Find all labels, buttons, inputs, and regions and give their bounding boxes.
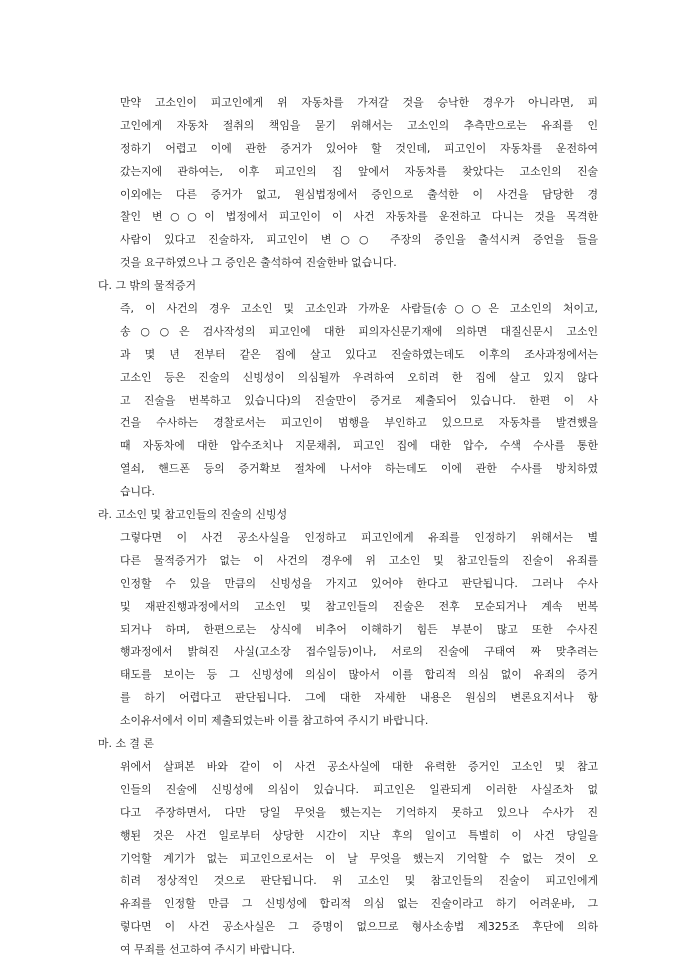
text-line: 여 무죄를 선고하여 주시기 바랍니다. xyxy=(120,943,296,957)
text-line: 찰인 변○○이 법정에서 피고인이 이 사건 자동차를 운전하고 다니는 것을 목격한 xyxy=(120,210,598,224)
text-line: 만약 고소인이 피고인에게 위 자동차를 가져갈 것을 승낙한 경우가 아니라면, 피 xyxy=(120,96,598,109)
section-ra-paragraph xyxy=(120,527,598,733)
text-line: 다고 주장하면서, 다만 당일 무엇을 했는지는 기억하지 못하고 있으나 수사가 진 xyxy=(120,805,598,819)
text-line: 습니다. xyxy=(120,485,156,499)
text-line: 그렇다면 이 사건 공소사실을 인정하고 피고인에게 유죄를 인정하기 위해서는 별 xyxy=(120,531,598,544)
text-line: 히려 정상적인 것으로 판단됩니다. 위 고소인 및 참고인들의 진술이 피고인에게 xyxy=(120,874,598,888)
text-line: 건을 수사하는 경찰로서는 피고인이 범행을 부인하고 있으므로 자동차를 발견했을 xyxy=(120,416,598,430)
text-line: 인들의 진술에 신빙성에 의심이 있습니다. 피고인은 일관되게 이러한 사실조차 없 xyxy=(120,782,598,796)
text-line: 고 진술을 번복하고 있습니다)의 진술만이 증거로 제출되어 있습니다. 한편 이 사 xyxy=(120,393,598,407)
text-line: 를 하기 어렵다고 판단됩니다. 그에 대한 자세한 내용은 원심의 변론요지서나 항 xyxy=(120,691,598,705)
text-line: 유죄를 인정할 만큼 그 신빙성에 합리적 의심 없는 진술이라고 하기 어려운바, 그 xyxy=(120,897,598,911)
section-heading-da: 다. 그 밖의 물적증거 xyxy=(98,279,197,292)
text-line: 위에서 살펴본 바와 같이 이 사건 공소사실에 대한 유력한 증거인 고소인 및 참고 xyxy=(120,760,598,773)
text-line: 열쇠, 핸드폰 등의 증거확보 절차에 나서야 하는데도 이에 관한 수사를 방치하였 xyxy=(120,462,598,476)
section-ma-paragraph xyxy=(120,756,598,962)
text-line: 과 몇 년 전부터 같은 집에 살고 있다고 진술하였는데도 이후의 조사과정에서는 xyxy=(120,347,598,361)
section-da-paragraph xyxy=(120,298,598,504)
section-heading-ma: 마. 소 결 론 xyxy=(98,737,154,750)
text-line: 다른 물적증거가 없는 이 사건의 경우에 위 고소인 및 참고인들의 진술이 유죄를 xyxy=(120,553,598,567)
text-line: 것을 요구하였으나 그 증인은 출석하여 진술한바 없습니다. xyxy=(120,256,397,270)
text-line: 송○○은 검사작성의 피고인에 대한 피의자신문기재에 의하면 대질신문시 고소인 xyxy=(120,324,598,338)
text-line: 고인에게 자동차 절취의 책임을 묻기 위해서는 고소인의 추측만으로는 유죄를 인 xyxy=(120,118,598,132)
text-line: 태도를 보이는 등 그 신빙성에 의심이 많아서 이를 합리적 의심 없이 유죄의 증거 xyxy=(120,668,598,682)
section-heading-ra: 라. 고소인 및 참고인들의 진술의 신빙성 xyxy=(98,508,288,521)
text-line: 행과정에서 밝혀진 사실(고소장 접수일등)이나, 서로의 진술에 구태여 짜 맞추려는 xyxy=(120,645,598,659)
text-line: 정하기 어렵고 이에 관한 증거가 있어야 할 것인데, 피고인이 자동차를 운전하여 xyxy=(120,141,598,155)
text-line: 소이유서에서 이미 제출되었는바 이를 참고하여 주시기 바랍니다. xyxy=(120,714,429,728)
text-line: 때 자동차에 대한 압수조치나 지문채취, 피고인 집에 대한 압수, 수색 수사를 통한 xyxy=(120,439,598,453)
text-line: 즉, 이 사건의 경우 고소인 및 고소인과 가까운 사람들(송○○은 고소인의 처이고, xyxy=(120,302,598,315)
text-line: 되거나 하며, 한편으로는 상식에 비추어 이해하기 힘든 부분이 많고 또한 수사진 xyxy=(120,622,598,636)
text-line: 및 재판진행과정에서의 고소인 및 참고인들의 진술은 전후 모순되거나 계속 번복 xyxy=(120,599,598,613)
text-line: 고소인 등은 진술의 신빙성이 의심될까 우려하여 오히려 한 집에 살고 있지 않다 xyxy=(120,370,598,384)
text-line: 기억할 계기가 없는 피고인으로서는 이 날 무엇을 했는지 기억할 수 없는 것이 오 xyxy=(120,851,598,865)
text-line: 갔는지에 관하여는, 이후 피고인의 집 앞에서 자동차를 찾았다는 고소인의 진술 xyxy=(120,164,598,178)
text-line: 이외에는 다른 증거가 없고, 원심법정에서 증인으로 출석한 이 사건을 담당한 경 xyxy=(120,187,598,201)
text-line: 인정할 수 있을 만큼의 신빙성을 가지고 있어야 한다고 판단됩니다. 그러나 수사 xyxy=(120,576,598,590)
intro-paragraph xyxy=(120,92,598,275)
text-line: 행된 것은 사건 일로부터 상당한 시간이 지난 후의 일이고 특별히 이 사건 당일을 xyxy=(120,828,598,842)
text-line: 사람이 있다고 진술하자, 피고인이 변○○ 주장의 증인을 출석시켜 증언을 들을 xyxy=(120,233,598,247)
text-line: 렇다면 이 사건 공소사실은 그 증명이 없으므로 형사소송법 제325조 후단에 의하 xyxy=(120,920,598,934)
